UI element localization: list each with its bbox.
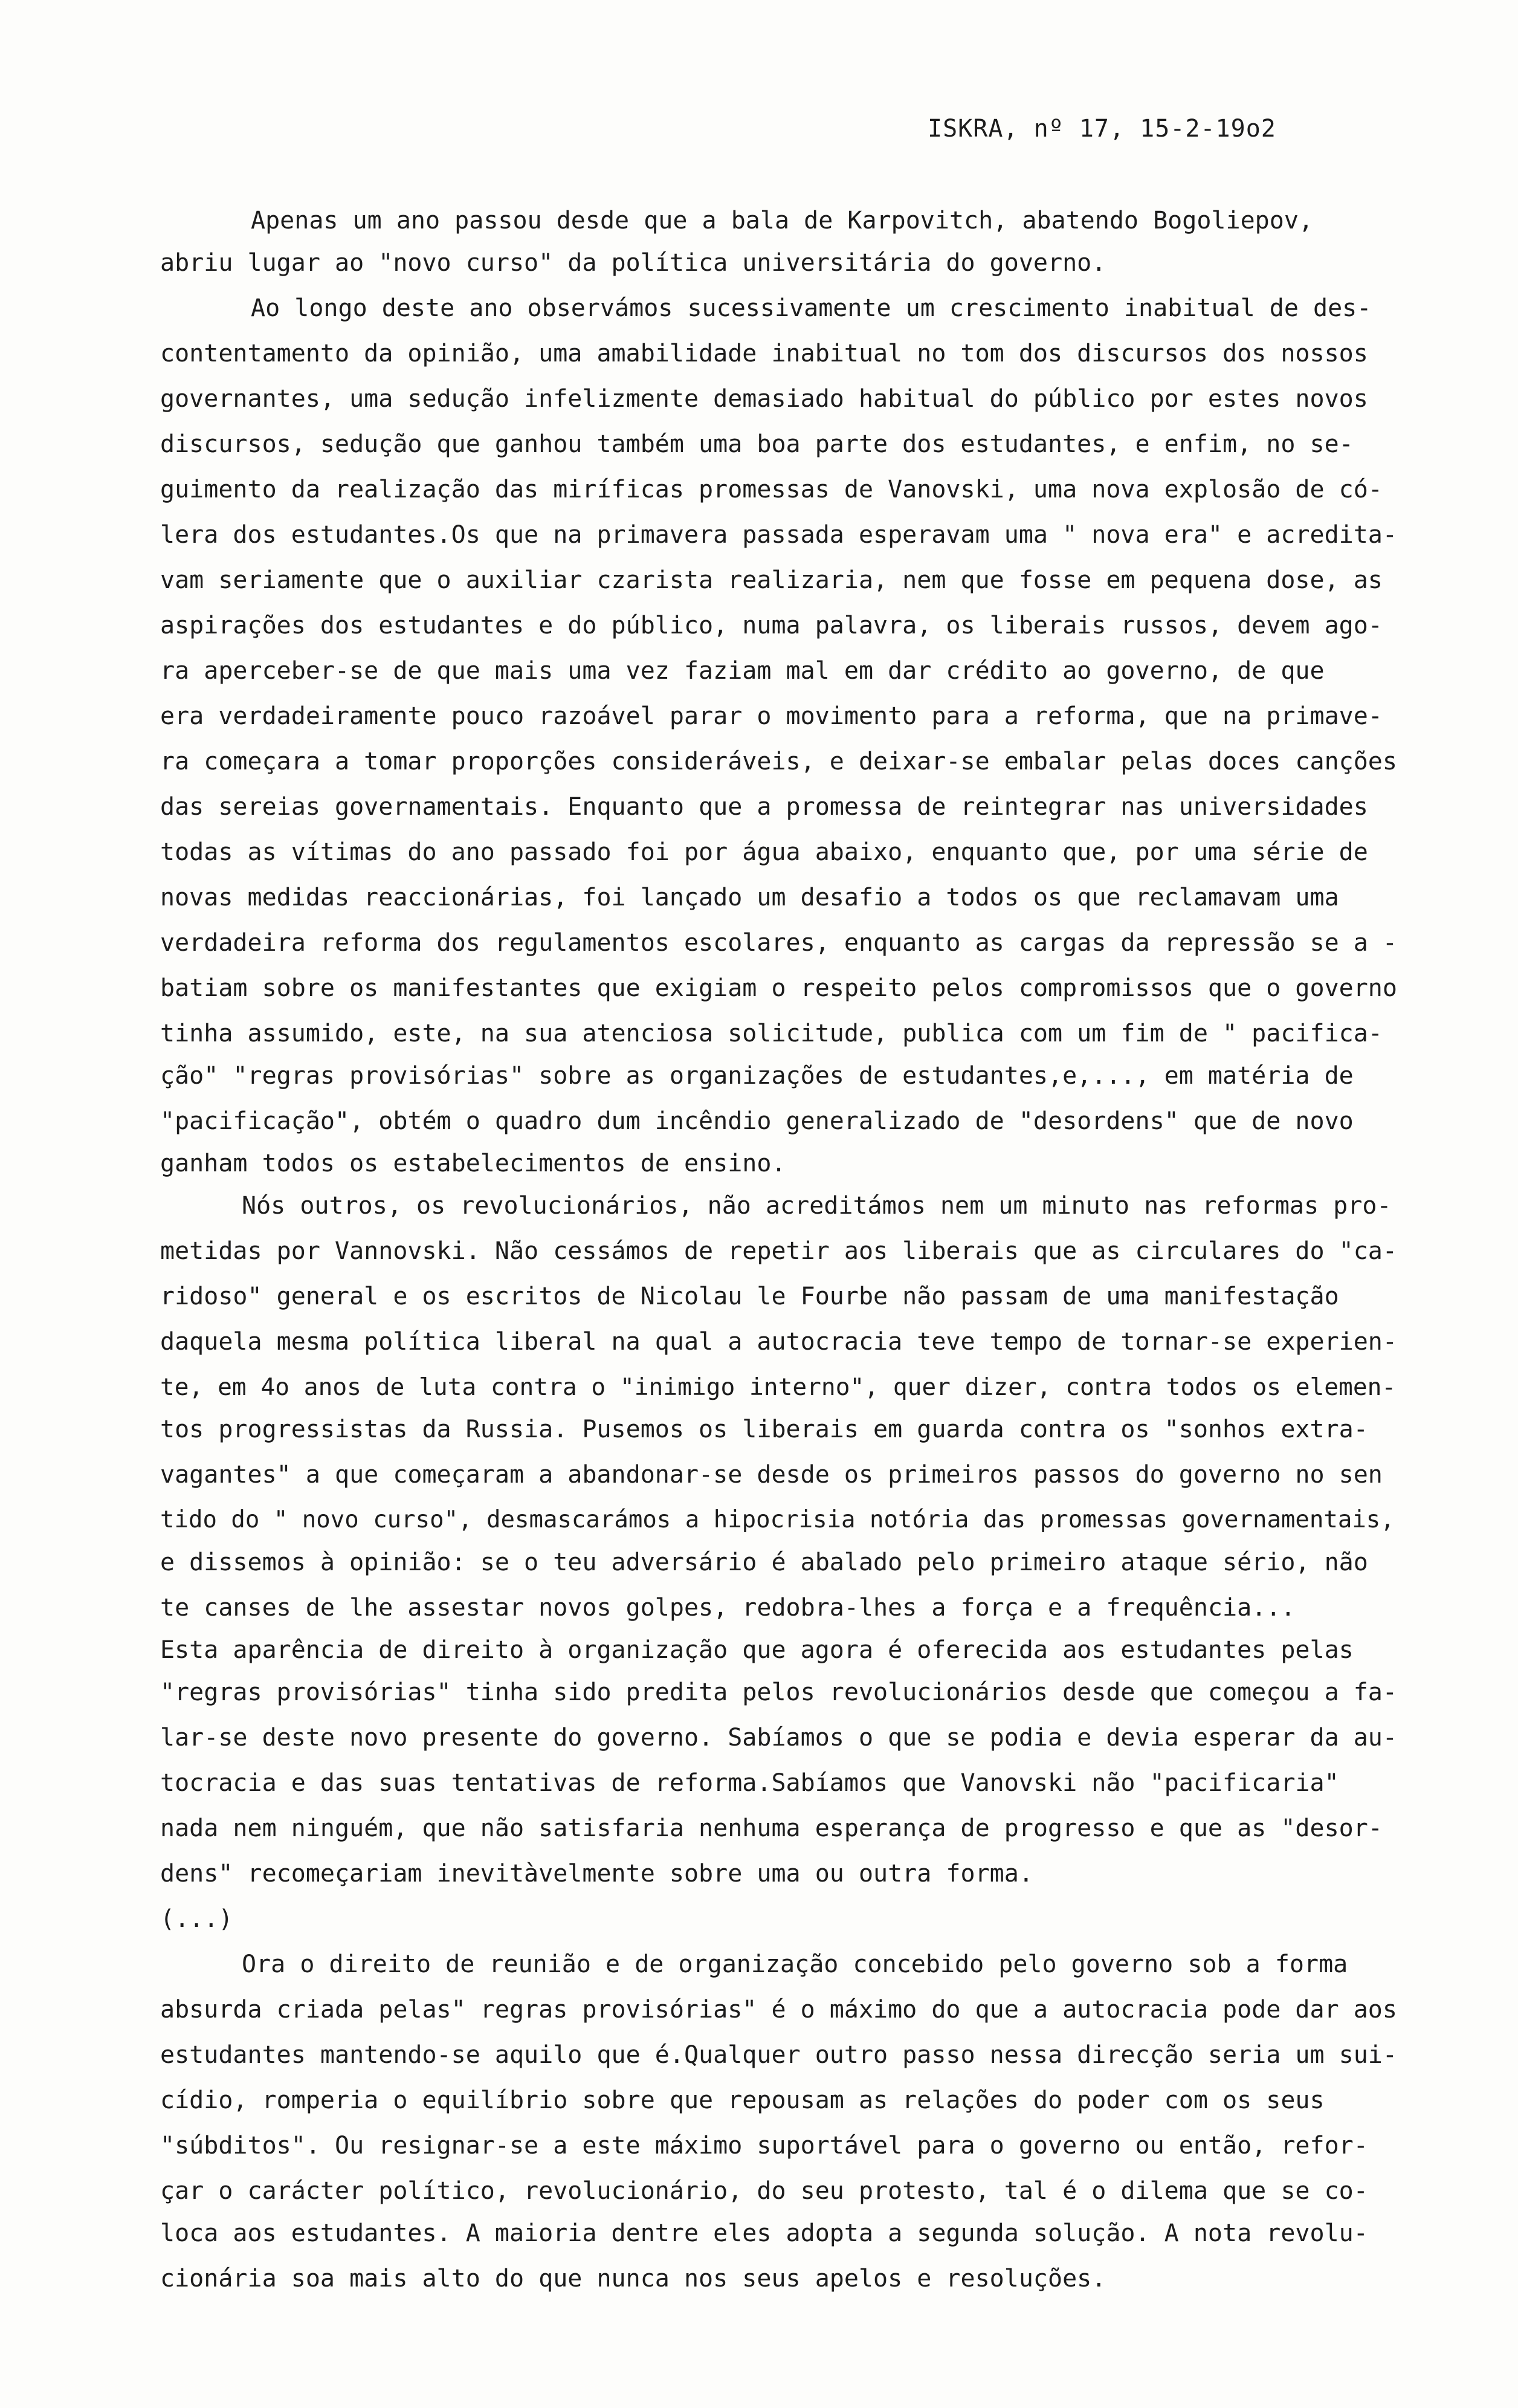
text-line: guimento da realização das miríficas promessas de Vanovski, uma nova explosão de có-	[160, 476, 1383, 503]
text-line: discursos, sedução que ganhou também uma boa parte dos estudantes, e enfim, no se-	[160, 430, 1354, 458]
text-line: cionária soa mais alto do que nunca nos seus apelos e resoluções.	[160, 2265, 1106, 2293]
text-line: "regras provisórias" tinha sido predita pelos revolucionários desde que começou a fa-	[160, 1678, 1397, 1706]
text-line: (...)	[160, 1905, 233, 1933]
text-line: dens" recomeçariam inevitàvelmente sobre uma ou outra forma.	[160, 1860, 1033, 1888]
text-line: tos progressistas da Russia. Pusemos os liberais em guarda contra os "sonhos extra-	[160, 1416, 1368, 1443]
text-line: absurda criada pelas" regras provisórias" é o máximo do que a autocracia pode dar aos	[160, 1996, 1397, 2024]
text-line: ra começara a tomar proporções consideráveis, e deixar-se embalar pelas doces canções	[160, 748, 1397, 775]
text-line: "súbditos". Ou resignar-se a este máximo suportável para o governo ou então, refor-	[160, 2132, 1368, 2160]
text-line: Esta aparência de direito à organização que agora é oferecida aos estudantes pelas	[160, 1636, 1354, 1664]
text-line: lar-se deste novo presente do governo. Sabíamos o que se podia e devia esperar da au-	[160, 1724, 1397, 1752]
text-line: ra aperceber-se de que mais uma vez faziam mal em dar crédito ao governo, de que	[160, 657, 1325, 685]
text-line: batiam sobre os manifestantes que exigiam o respeito pelos compromissos que o governo	[160, 974, 1397, 1002]
text-line: çar o carácter político, revolucionário, do seu protesto, tal é o dilema que se co-	[160, 2177, 1368, 2205]
text-line: tocracia e das suas tentativas de reforma.Sabíamos que Vanovski não "pacificaria"	[160, 1769, 1339, 1797]
text-line: ridoso" general e os escritos de Nicolau le Fourbe não passam de uma manifestação	[160, 1283, 1339, 1310]
text-line: contentamento da opinião, uma amabilidade inabitual no tom dos discursos dos nossos	[160, 340, 1368, 367]
text-line: era verdadeiramente pouco razoável parar o movimento para a reforma, que na primave-	[160, 702, 1383, 730]
text-line: novas medidas reaccionárias, foi lançado um desafio a todos os que reclamavam uma	[160, 884, 1339, 911]
text-line: ção" "regras provisórias" sobre as organizações de estudantes,e,..., em matéria de	[160, 1062, 1354, 1090]
text-line: Apenas um ano passou desde que a bala de Karpovitch, abatendo Bogoliepov,	[251, 207, 1313, 235]
text-line: Ora o direito de reunião e de organização concebido pelo governo sob a forma	[242, 1950, 1348, 1978]
text-line: das sereias governamentais. Enquanto que a promessa de reintegrar nas universidades	[160, 793, 1368, 821]
text-line: aspirações dos estudantes e do público, numa palavra, os liberais russos, devem ago-	[160, 612, 1383, 639]
text-line: vam seriamente que o auxiliar czarista realizaria, nem que fosse em pequena dose, as	[160, 566, 1383, 594]
text-line: vagantes" a que começaram a abandonar-se desde os primeiros passos do governo no sen	[160, 1461, 1383, 1489]
text-line: te, em 4o anos de luta contra o "inimigo interno", quer dizer, contra todos os elemen-	[160, 1373, 1397, 1401]
text-line: tinha assumido, este, na sua atenciosa solicitude, publica com um fim de " pacifica-	[160, 1020, 1383, 1047]
text-line: Ao longo deste ano observámos sucessivamente um crescimento inabitual de des-	[251, 294, 1372, 322]
text-line: estudantes mantendo-se aquilo que é.Qualquer outro passo nessa direcção seria um sui-	[160, 2041, 1397, 2069]
document-header: ISKRA, nº 17, 15-2-19o2	[928, 115, 1276, 143]
text-line: cídio, romperia o equilíbrio sobre que repousam as relações do poder com os seus	[160, 2086, 1325, 2114]
text-line: e dissemos à opinião: se o teu adversário é abalado pelo primeiro ataque sério, não	[160, 1549, 1368, 1576]
text-line: te canses de lhe assestar novos golpes, redobra-lhes a força e a frequência...	[160, 1594, 1296, 1622]
text-line: verdadeira reforma dos regulamentos escolares, enquanto as cargas da repressão se a -	[160, 929, 1397, 957]
text-line: lera dos estudantes.Os que na primavera passada esperavam uma " nova era" e acredita-	[160, 521, 1397, 549]
text-line: daquela mesma política liberal na qual a autocracia teve tempo de tornar-se experien-	[160, 1328, 1397, 1356]
text-line: governantes, uma sedução infelizmente demasiado habitual do público por estes novos	[160, 385, 1368, 413]
text-line: metidas por Vannovski. Não cessámos de repetir aos liberais que as circulares do "ca-	[160, 1237, 1397, 1265]
text-line: abriu lugar ao "novo curso" da política universitária do governo.	[160, 249, 1106, 277]
text-line: loca aos estudantes. A maioria dentre eles adopta a segunda solução. A nota revolu-	[160, 2219, 1368, 2247]
text-line: nada nem ninguém, que não satisfaria nenhuma esperança de progresso e que as "desor-	[160, 1814, 1383, 1842]
text-line: tido do " novo curso", desmascarámos a hipocrisia notória das promessas governamentais,	[160, 1506, 1395, 1533]
text-line: ganham todos os estabelecimentos de ensino.	[160, 1150, 786, 1177]
text-line: "pacificação", obtém o quadro dum incêndio generalizado de "desordens" que de novo	[160, 1107, 1354, 1135]
text-line: Nós outros, os revolucionários, não acreditámos nem um minuto nas reformas pro-	[242, 1192, 1392, 1220]
text-line: todas as vítimas do ano passado foi por água abaixo, enquanto que, por uma série de	[160, 838, 1368, 866]
